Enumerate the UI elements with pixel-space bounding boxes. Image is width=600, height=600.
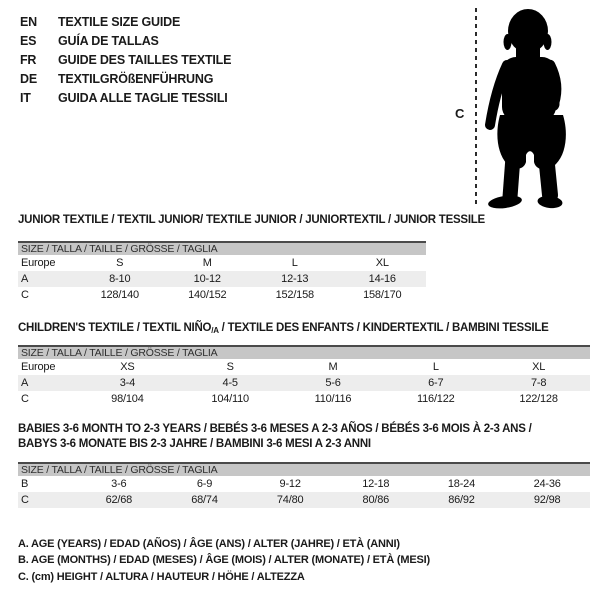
lang-row-de	[20, 70, 231, 89]
size-header-row	[18, 242, 426, 255]
table-cell: XL	[532, 361, 546, 373]
note-age-months: B. AGE (MONTHS) / EDAD (MESES) / ÂGE (MOIS) / ALTER (MONATE) / ETÀ (MESI)	[18, 554, 430, 567]
table-cell: 3-4	[76, 375, 179, 391]
table-cell: 116/122	[417, 393, 455, 405]
lang-row-fr	[20, 51, 231, 70]
table-cell: 12-13	[251, 271, 339, 287]
size-header-cell: SIZE / TALLA / TAILLE / GRÖSSE / TAGLIA	[18, 346, 590, 359]
size-header-row	[18, 463, 590, 476]
table-row	[18, 287, 426, 303]
lang-title: TEXTILGRÖßENFÜHRUNG	[58, 72, 214, 86]
row-label: A	[18, 375, 76, 391]
size-header-cell: SIZE / TALLA / TAILLE / GRÖSSE / TAGLIA	[18, 463, 590, 476]
table-cell: M	[328, 361, 338, 373]
babies-table-title	[18, 422, 532, 451]
language-title-list	[20, 13, 231, 108]
table-cell: L	[291, 257, 298, 269]
lang-title: GUÍA DE TALLAS	[58, 34, 159, 48]
table-row	[18, 391, 590, 407]
size-header-row	[18, 346, 590, 359]
table-cell: 68/74	[162, 492, 248, 508]
height-measure-label: C	[455, 106, 465, 121]
table-cell: 86/92	[419, 492, 505, 508]
table-cell: 9-12	[279, 478, 301, 490]
row-label: Europe	[21, 361, 56, 373]
row-label: Europe	[21, 257, 56, 269]
size-header-cell: SIZE / TALLA / TAILLE / GRÖSSE / TAGLIA	[18, 242, 426, 255]
table-cell: XL	[375, 257, 389, 269]
children-title-sub: /A	[211, 326, 219, 335]
table-cell: M	[202, 257, 212, 269]
legend-notes	[18, 536, 430, 585]
table-cell: 6-9	[196, 478, 213, 490]
note-height: C. (cm) HEIGHT / ALTURA / HAUTEUR / HÖHE / ALTEZZA	[18, 570, 305, 583]
lang-code: EN	[20, 15, 37, 29]
table-cell: 5-6	[282, 375, 385, 391]
table-row	[18, 271, 426, 287]
note-age-years: A. AGE (YEARS) / EDAD (AÑOS) / ÂGE (ANS) / ALTER (JAHRE) / ETÀ (ANNI)	[18, 538, 400, 550]
table-cell: 7-8	[487, 375, 590, 391]
table-cell: 24-36	[533, 478, 561, 490]
lang-title: TEXTILE SIZE GUIDE	[58, 15, 181, 29]
table-row	[18, 255, 426, 271]
table-cell: L	[432, 361, 439, 373]
table-cell: 62/68	[76, 492, 162, 508]
children-size-table	[18, 345, 590, 407]
table-cell: 152/158	[275, 289, 314, 301]
children-title-main: CHILDREN'S TEXTILE / TEXTIL NIÑO	[18, 322, 212, 334]
table-cell: XS	[120, 361, 135, 373]
lang-title: GUIDE DES TAILLES TEXTILE	[58, 53, 232, 67]
lang-row-es	[20, 32, 231, 51]
lang-title: GUIDA ALLE TAGLIE TESSILI	[58, 91, 228, 105]
table-row	[18, 359, 590, 375]
children-table-title	[18, 321, 549, 339]
lang-code: IT	[20, 91, 31, 105]
junior-table-title: JUNIOR TEXTILE / TEXTIL JUNIOR/ TEXTILE JUNIOR / JUNIORTEXTIL / JUNIOR TESSILE	[18, 214, 485, 226]
toddler-silhouette-icon	[480, 5, 595, 215]
table-cell: 12-18	[362, 478, 390, 490]
table-cell: 74/80	[247, 492, 333, 508]
row-label: A	[18, 271, 76, 287]
row-label: C	[18, 492, 76, 508]
table-row	[18, 492, 590, 508]
table-cell: 110/116	[314, 393, 352, 405]
table-cell: 10-12	[164, 271, 252, 287]
table-cell: 80/86	[333, 492, 419, 508]
row-label: B	[21, 478, 29, 490]
babies-size-table	[18, 462, 590, 508]
lang-row-en	[20, 13, 231, 32]
table-cell: S	[116, 257, 124, 269]
table-row	[18, 476, 590, 492]
children-title-rest: / TEXTILE DES ENFANTS / KINDERTEXTIL / BAMBINI TESSILE	[218, 322, 549, 334]
table-cell: 8-10	[76, 271, 164, 287]
table-cell: 3-6	[111, 478, 127, 490]
lang-code: DE	[20, 72, 37, 86]
lang-code: ES	[20, 34, 37, 48]
table-cell: 98/104	[111, 393, 144, 405]
table-cell: 140/152	[188, 289, 227, 301]
row-label: C	[21, 393, 29, 405]
table-cell: 104/110	[211, 393, 249, 405]
table-cell: 158/170	[363, 289, 402, 301]
table-cell: 6-7	[384, 375, 487, 391]
table-cell: 128/140	[100, 289, 139, 301]
lang-code: FR	[20, 53, 37, 67]
table-cell: 14-16	[339, 271, 427, 287]
row-label: C	[21, 289, 29, 301]
table-cell: S	[226, 361, 234, 373]
table-cell: 4-5	[179, 375, 282, 391]
table-row	[18, 375, 590, 391]
babies-title-line1: BABIES 3-6 MONTH TO 2-3 YEARS / BEBÉS 3-6 MESES A 2-3 AÑOS / BÉBÉS 3-6 MOIS À 2-3 ANS /	[18, 423, 532, 435]
table-cell: 92/98	[504, 492, 590, 508]
table-cell: 18-24	[447, 478, 476, 490]
lang-row-it	[20, 89, 231, 108]
table-cell: 122/128	[519, 393, 558, 405]
junior-size-table	[18, 241, 426, 303]
babies-title-line2: BABYS 3-6 MONATE BIS 2-3 JAHRE / BAMBINI 3-6 MESI A 2-3 ANNI	[18, 437, 371, 450]
